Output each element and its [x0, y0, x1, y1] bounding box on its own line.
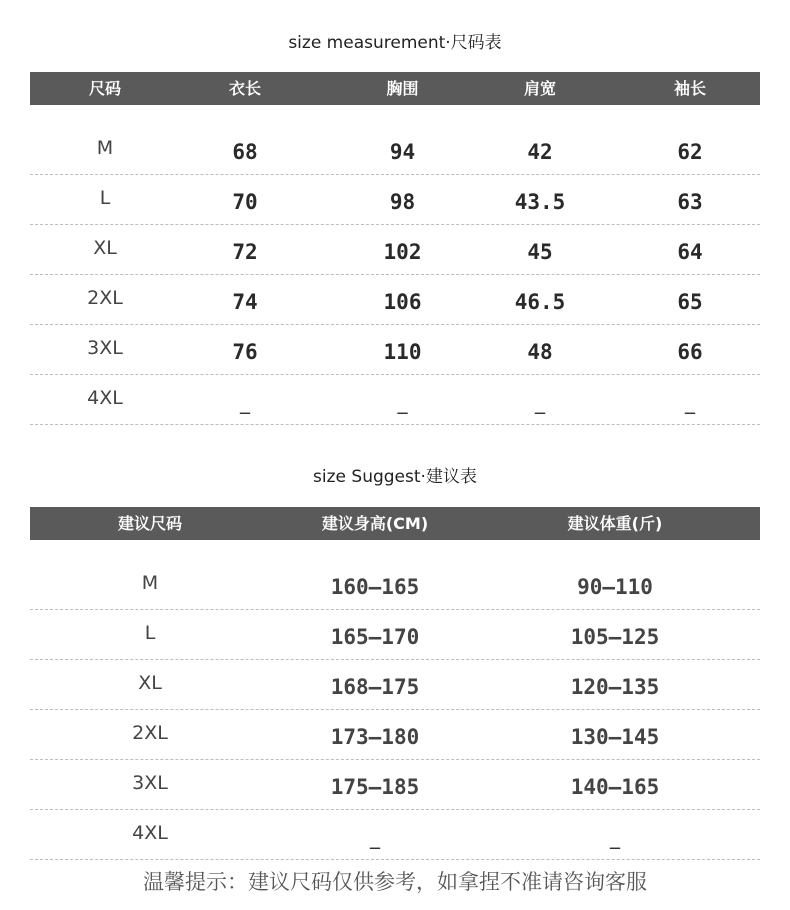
value-cell: 76 [232, 340, 258, 364]
measurement-row [30, 125, 760, 175]
size-cell: M [141, 572, 159, 594]
value-cell: 63 [677, 190, 703, 214]
measurement-row [30, 275, 760, 325]
value-cell: _ [240, 390, 250, 414]
size-cell: M [96, 137, 114, 159]
size-cell: L [144, 622, 156, 644]
value-cell: 110 [383, 340, 422, 364]
measurement-row [30, 175, 760, 225]
value-cell: 68 [232, 140, 258, 164]
value-cell: 106 [383, 290, 422, 314]
size-cell: 2XL [87, 287, 123, 309]
value-cell: 42 [527, 140, 553, 164]
value-cell: 140—165 [570, 775, 660, 799]
suggest-row [30, 810, 760, 860]
size-cell: 4XL [132, 822, 168, 844]
header-sleeve: 袖长 [673, 79, 706, 98]
suggest-row [30, 560, 760, 610]
value-cell: 62 [677, 140, 703, 164]
value-cell: 120—135 [570, 675, 660, 699]
value-cell: 102 [383, 240, 422, 264]
value-cell: 45 [527, 240, 553, 264]
tip-text: 温馨提示：建议尺码仅供参考，如拿捏不准请咨询客服 [143, 870, 647, 894]
header-chest: 胸围 [386, 79, 419, 98]
value-cell: 168—175 [330, 675, 420, 699]
value-cell: _ [685, 390, 695, 414]
suggest-row [30, 610, 760, 660]
value-cell: 64 [677, 240, 703, 264]
value-cell: 160—165 [330, 575, 420, 599]
measurement-table-header [30, 72, 760, 105]
value-cell: 173—180 [330, 725, 420, 749]
measurement-row [30, 325, 760, 375]
value-cell: 74 [232, 290, 258, 314]
suggest-title: size Suggest·建议表 [313, 467, 477, 487]
header-size: 尺码 [88, 79, 121, 98]
value-cell: 105—125 [570, 625, 660, 649]
value-cell: 130—145 [570, 725, 660, 749]
header-shoulder: 肩宽 [523, 79, 556, 98]
value-cell: 70 [232, 190, 258, 214]
value-cell: 175—185 [330, 775, 420, 799]
header-suggest-size: 建议尺码 [117, 514, 182, 533]
value-cell: _ [397, 390, 408, 414]
size-cell: 3XL [87, 337, 123, 359]
size-cell: XL [93, 237, 117, 259]
header-weight: 建议体重(斤) [567, 514, 663, 533]
value-cell: _ [535, 390, 545, 414]
value-cell: 48 [527, 340, 553, 364]
value-cell: 165—170 [330, 625, 420, 649]
measurement-row [30, 375, 760, 425]
size-cell: XL [138, 672, 162, 694]
value-cell: 94 [389, 140, 416, 164]
size-cell: 2XL [132, 722, 168, 744]
value-cell: 98 [389, 190, 416, 214]
size-cell: 3XL [132, 772, 168, 794]
suggest-row [30, 710, 760, 760]
value-cell: 72 [232, 240, 258, 264]
value-cell: 46.5 [514, 290, 566, 314]
header-height: 建议身高(CM) [321, 514, 429, 533]
suggest-row [30, 660, 760, 710]
size-cell: 4XL [87, 387, 123, 409]
suggest-row [30, 760, 760, 810]
value-cell: 90—110 [577, 575, 653, 599]
value-cell: _ [370, 825, 380, 849]
value-cell: _ [610, 825, 620, 849]
size-cell: L [99, 187, 111, 209]
value-cell: 65 [677, 290, 703, 314]
value-cell: 66 [677, 340, 703, 364]
header-length: 衣长 [228, 79, 261, 98]
measurement-row [30, 225, 760, 275]
suggest-table-header [30, 507, 760, 540]
measurement-title: size measurement·尺码表 [288, 33, 502, 53]
value-cell: 43.5 [514, 190, 566, 214]
